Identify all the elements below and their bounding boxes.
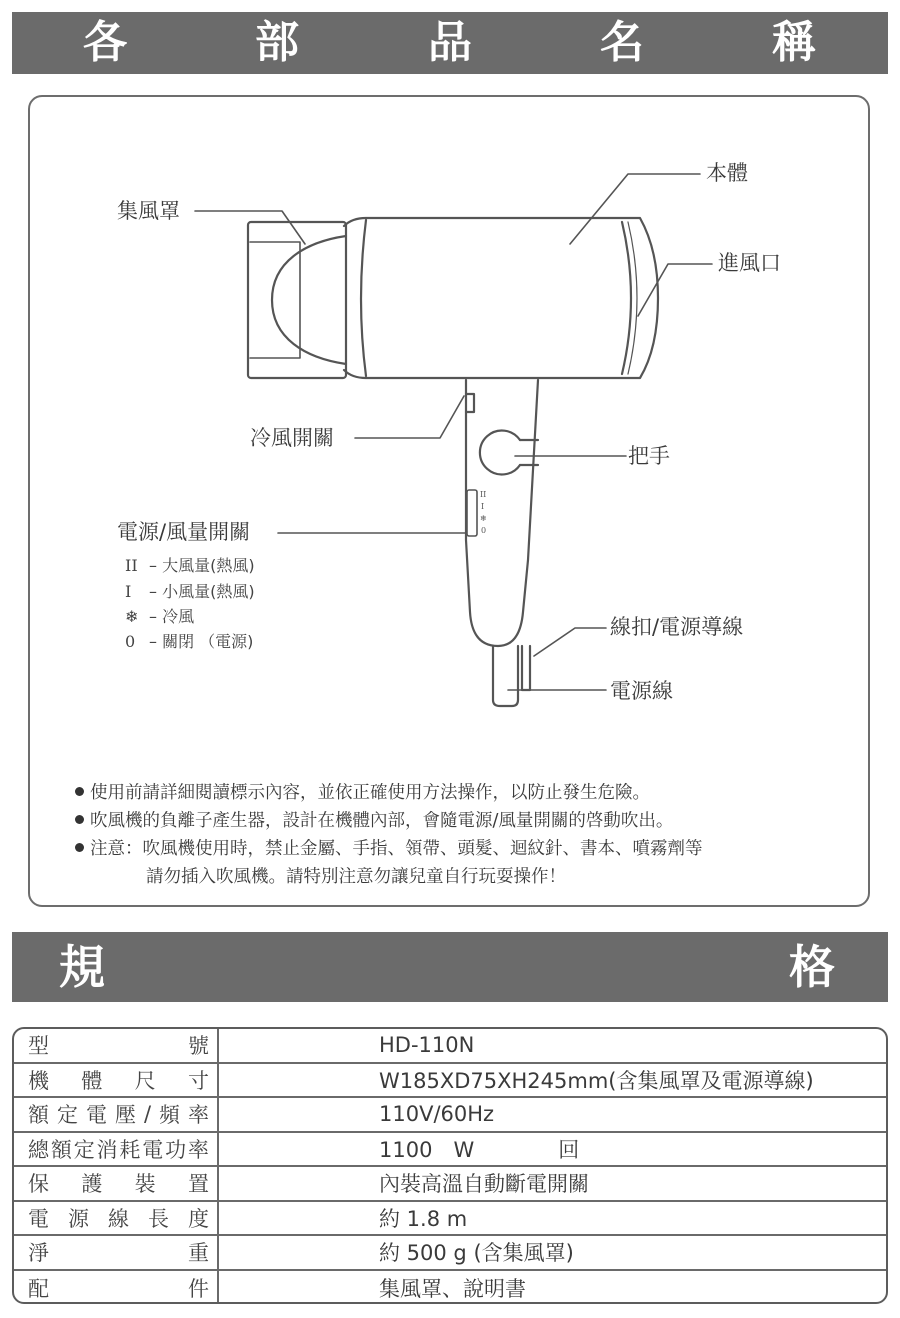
spec-key-char: 置 [187,1172,209,1197]
spec-key-char: 額 [50,1137,72,1162]
spec-key-char: 總 [28,1137,49,1162]
table-row [14,1133,886,1168]
bullet-icon [75,815,84,824]
header-char: 規 [59,940,105,994]
spec-key-char: 裝 [134,1172,156,1197]
label-cool-switch: 冷風開關 [250,426,334,450]
legend-item: I – 小風量(熱風) [125,582,255,601]
spec-key-char: 線 [108,1206,129,1231]
note-item: 使用前請詳細閱讀標示內容，並依正確使用方法操作，以防止發生危險。 [75,785,650,803]
spec-key [14,1098,219,1131]
note-item: 注意：吹風機使用時，禁止金屬、手指、領帶、頭髮、迴紋針、書本、噴霧劑等 [75,841,703,859]
spec-value: HD-110N [379,1033,475,1058]
spec-key-char: 體 [81,1068,103,1093]
specs-table [12,1027,888,1304]
spec-key-char: 定 [56,1103,78,1128]
spec-key-char: 尺 [134,1068,156,1093]
spec-key-char: 配 [28,1276,49,1301]
header-char: 稱 [772,17,816,68]
spec-key-char: 電 [28,1206,49,1231]
spec-key-char: 機 [28,1068,49,1093]
switch-mark: I [481,502,485,511]
spec-value: W185XD75XH245mm(含集風罩及電源導線) [379,1068,814,1093]
table-row [14,1029,886,1064]
bullet-icon [75,787,84,796]
spec-key-char: 護 [81,1172,103,1197]
legend-item: II – 大風量(熱風) [125,556,255,575]
leader-cord-clip [534,628,606,656]
table-row [14,1236,886,1271]
spec-key-char: 功 [165,1137,187,1162]
cord-shape [493,646,530,706]
header-char: 名 [600,17,644,68]
table-row [14,1202,886,1237]
table-row [14,1098,886,1133]
spec-key [14,1271,219,1305]
spec-key-char: 件 [188,1276,209,1301]
spec-value: 約 500 g (含集風罩) [379,1241,574,1266]
spec-key [14,1236,219,1269]
section-header-specs [12,932,888,1002]
spec-key-char: 源 [68,1206,89,1231]
leader-inlet [638,264,712,316]
spec-key-char: 消 [96,1137,118,1162]
label-power-switch: 電源/風量開關 [117,520,251,544]
legend-item: ❄ – 冷風 [125,607,195,626]
spec-key-char: / [143,1102,152,1127]
switch-mark: II [480,490,487,499]
label-cord-clip: 線扣/電源導線 [610,615,744,639]
spec-key-char: 頻 [159,1103,180,1128]
spec-key [14,1029,219,1062]
spec-key-char: 電 [85,1103,107,1128]
handle-shape [466,380,538,646]
header-char: 部 [255,17,299,68]
leader-body [570,174,700,244]
body-shape [344,218,658,378]
table-row [14,1064,886,1099]
spec-key-char: 電 [142,1137,164,1162]
label-nozzle: 集風罩 [117,199,180,223]
header-char: 品 [428,17,472,68]
spec-key-char: 長 [148,1206,169,1231]
spec-value: 約 1.8 m [379,1206,468,1231]
leader-cool-switch [355,396,464,438]
spec-key-char: 率 [187,1137,209,1162]
spec-key [14,1133,219,1166]
label-power-cord: 電源線 [610,679,673,703]
spec-key-char: 率 [187,1103,209,1128]
spec-key [14,1202,219,1235]
spec-value: 內裝高溫自動斷電開關 [379,1172,589,1197]
spec-key-char: 寸 [187,1068,209,1093]
spec-key-char: 耗 [119,1137,141,1162]
note-item-continued: 請勿插入吹風機。請特別注意勿讓兒童自行玩耍操作！ [146,867,566,887]
spec-key-char: 號 [188,1034,209,1059]
spec-value: 集風罩、說明書 [379,1276,526,1301]
bullet-icon [75,843,84,852]
spec-key-char: 淨 [28,1241,49,1266]
header-char: 格 [789,940,835,994]
legend-item: 0 – 關閉 （電源) [125,632,254,651]
switch-mark: 0 [481,526,487,535]
switch-mark: ❄ [480,514,487,523]
label-air-inlet: 進風口 [718,251,781,275]
spec-value: 1100 W 回 [379,1137,580,1162]
spec-key-char: 度 [188,1206,209,1231]
spec-key [14,1167,219,1200]
leader-nozzle [195,211,305,244]
nozzle-shape [248,222,346,378]
spec-key-char: 定 [73,1137,95,1162]
spec-key [14,1064,219,1097]
table-row [14,1271,886,1305]
spec-key-char: 重 [188,1241,209,1266]
spec-key-char: 型 [28,1034,49,1059]
label-body: 本體 [706,161,748,185]
spec-key-char: 額 [28,1103,49,1128]
note-item: 吹風機的負離子產生器，設計在機體內部，會隨電源/風量開關的啓動吹出。 [75,813,673,831]
spec-value: 110V/60Hz [379,1102,495,1127]
label-handle: 把手 [628,444,670,468]
table-row [14,1167,886,1202]
spec-key-char: 壓 [114,1103,136,1128]
spec-key-char: 保 [28,1172,49,1197]
header-char: 各 [83,17,127,68]
